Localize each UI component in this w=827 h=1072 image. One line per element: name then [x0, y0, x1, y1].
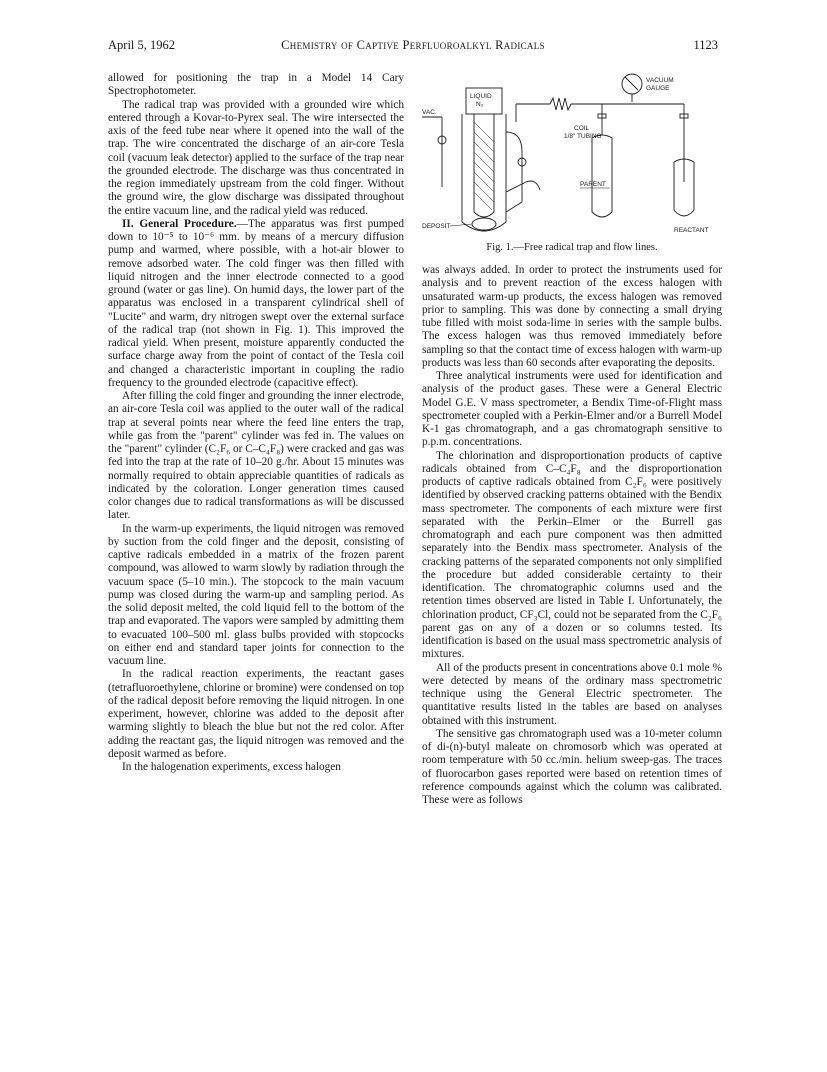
label-deposit: DEPOSIT	[422, 223, 451, 230]
label-gauge: GAUGE	[646, 85, 670, 92]
hatching	[474, 122, 494, 210]
paragraph: In the warm-up experiments, the liquid nitrogen was removed by suction from the cold finger and the deposit, consisting of captive radicals embedded in a matrix of the frozen parent compound, was allowed to warm slowly by radiation through the vacuum space (5–10 min.). The stopcock to the main vacuum pump was closed during the warm-up and sampling period. As the solid deposit melted, the cold liquid fell to the bottom of the trap and evaporated. The vapors were sampled by admitting them to evacuated 100–500 ml. glass bulbs provided with stopcocks on either end and standard taper joints for connection to the vacuum line.	[108, 522, 404, 667]
paragraph-text: —The apparatus was first pumped down to 10⁻⁵ to 10⁻⁶ mm. by means of a mercury diffusion pump and warmed, where possible, with a hot-air blower to remove adsorbed water. The cold finger was then filled with liquid nitrogen and the inner electrode connected to a good ground (water or gas line). On humid days, the lower part of the apparatus was enclosed in a transparent cylindrical shell of "Lucite" and warm, dry nitrogen swept over the external surface of the radical trap (not shown in Fig. 1). This improved the radical yield. When present, moisture apparently conducted the surface charge away from the point of contact of the Tesla coil and changed a characteristic important in coupling the radio frequency to the grounded electrode (capacitive effect).	[108, 217, 404, 389]
paragraph: was always added. In order to protect the instruments used for analysis and to prevent reaction of the excess halogen with unsaturated warm-up products, the excess halogen was removed prior to sampling. This was done by connecting a small drying tube filled with moist soda-lime in series with the sample bulbs. The excess halogen was thus removed immediately before sampling so that the contact time of excess halogen with warm-up products was less than 60 seconds after evaporating the deposits.	[422, 264, 722, 369]
page-header	[108, 38, 718, 56]
paragraph: All of the products present in concentrations above 0.1 mole % were detected by means of the ordinary mass spectrometric technique using the General Electric spectrometer. The quantitative results listed in the tables are based on analyses obtained with this instrument.	[422, 661, 722, 727]
label-coil: COIL	[574, 125, 590, 132]
label-n2: N₂	[476, 101, 484, 108]
apparatus-diagram	[422, 62, 722, 242]
label-vacuum: VACUUM	[646, 77, 674, 84]
label-tubing: 1/8" TUBING	[564, 133, 602, 140]
right-column	[422, 264, 722, 807]
label-vac: VAC.	[422, 109, 437, 116]
ground-wire	[506, 181, 540, 192]
header-date: April 5, 1962	[108, 38, 176, 52]
label-reactant: REACTANT	[674, 227, 709, 234]
running-title: Chemistry of Captive Perfluoroalkyl Radicals	[281, 38, 545, 52]
figure-caption: Fig. 1.—Free radical trap and flow lines.	[486, 242, 658, 253]
label-liquid: LIQUID	[470, 93, 492, 100]
paragraph: In the radical reaction experiments, the reactant gases (tetrafluoroethylene, chlorine or bromine) were condensed on top of the radical deposit before removing the liquid nitrogen. In one experiment, however, chlorine was added to the deposit after warming slightly to bleach the blue but not the red color. After adding the reactant gas, the liquid nitrogen was removed and the deposit warmed as before.	[108, 668, 404, 760]
feed-tube	[506, 132, 522, 212]
paragraph: After filling the cold finger and grounding the inner electrode, an air-core Tesla coil was applied to the outer wall of the radical trap at several points near where the feed line enters the trap, while gas from the "parent" cylinder was fed in. The values on the "parent" cylinder (C₂F₆ or C–C₄F₈) were cracked and gas was fed into the trap at the rate of 10–20 g./hr. About 15 minutes was normally required to obtain appreciable quantities of radicals as indicated by the coloration. Longer generation times caused color changes due to radical transformations as will be discussed later.	[108, 390, 405, 522]
gauge-needle	[625, 77, 638, 90]
left-column	[108, 72, 404, 774]
coil-icon	[550, 98, 571, 110]
page-number: 1123	[693, 38, 718, 52]
figure-1	[422, 62, 722, 258]
parent-cylinder	[592, 135, 612, 217]
trap-outer-wall	[462, 114, 506, 231]
paragraph: The chlorination and disproportionation products of captive radicals obtained from C–C₄F₈ and the disproportionation products of captive radicals obtained from C₂F₆ were positively identified by observed cracking patterns obtained with the Bendix mass spectrometer. The components of each mixture were first separated with the Perkin–Elmer or the Burrell gas chromatograph and each pure component was then admitted separately into the Bendix mass spectrometer. Analysis of the cracking patterns of the separated components not only simplified the procedure but added considerable certainty to their identification. The chromatographic columns used and the retention times observed are listed in Table I. Unfortunately, the chlorination product, CF₃Cl, could not be separated from the C₂F₆ parent gas on any of a dozen or so columns tested. Its identification is based on the usual mass spectrometric analysis of mixtures.	[422, 449, 722, 661]
paragraph-general-procedure	[108, 218, 404, 390]
paragraph: The sensitive gas chromatograph used was a 10-meter column of di-(n)-butyl maleate on chromosorb which was operated at room temperature with 50 cc./min. helium sweep-gas. The traces of fluorocarbon gases reported were based on retention times of reference compounds against which the column was calibrated. These were as follows	[422, 727, 722, 806]
liquid-n2-reservoir	[466, 88, 502, 114]
paragraph: In the halogenation experiments, excess halogen	[122, 761, 341, 773]
paragraph: The radical trap was provided with a grounded wire which entered through a Kovar-to-Pyrex seal. The wire intersected the axis of the feed tube near where it opened into the wall of the trap. The wire concentrated the discharge of an air-core Tesla coil (vacuum leak detector) applied to the surface of the trap near the grounded electrode. The discharge was thus concentrated in the region immediately upstream from the cold finger. Without the ground wire, the glow discharge was dissipated throughout the entire vacuum line, and the radical yield was reduced.	[108, 98, 404, 217]
paragraph: Three analytical instruments were used for identification and analysis of the product gases. These were a General Electric Model G.E. V mass spectrometer, a Bendix Time-of-Flight mass spectrometer coupled with a Perkin-Elmer and/or a Burrell Model K-1 gas chromatograph, and a gas chromatograph sensitive to p.p.m. concentrations.	[422, 370, 722, 449]
deposit-region	[472, 218, 496, 230]
section-heading: II. General Procedure.	[122, 217, 237, 230]
label-parent: PARENT	[580, 181, 606, 188]
cold-finger	[474, 114, 494, 217]
paragraph: allowed for positioning the trap in a Model 14 Cary Spectrophotometer.	[108, 72, 404, 98]
